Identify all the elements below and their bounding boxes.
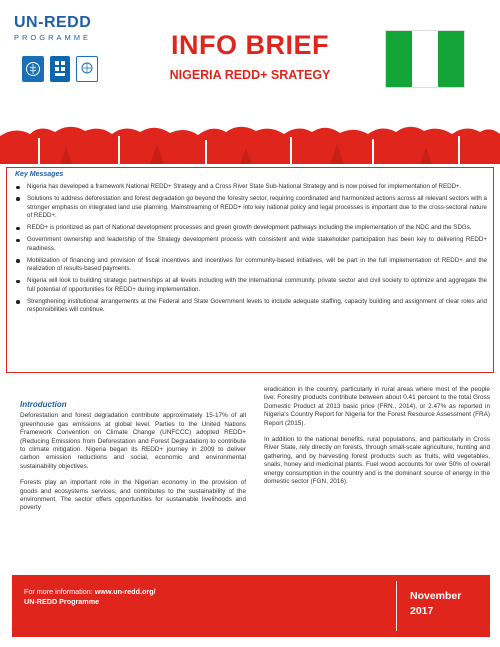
key-message-text: Strengthening institutional arrangements at the Federal and State Government levels to include adequate staffing, capacity building and assignment of clear roles and responsibilities will continue. bbox=[27, 297, 487, 314]
bullet-icon bbox=[16, 197, 20, 201]
bullet-icon bbox=[16, 300, 20, 304]
key-message-text: Mobilization of financing and provision of fiscal incentives and incentives for community-based initiatives, will be part in the full implementation of REDD+ and the realization of results-based payments. bbox=[27, 256, 487, 273]
key-message-item bbox=[13, 298, 487, 315]
logo-title: UN-REDD bbox=[14, 14, 92, 31]
key-messages-box bbox=[6, 167, 494, 373]
footer-website-link[interactable]: www.un-redd.org/ bbox=[94, 587, 156, 596]
key-message-item bbox=[13, 236, 487, 253]
key-message-item bbox=[13, 277, 487, 294]
footer-date bbox=[410, 589, 461, 619]
logo-subtitle: PROGRAMME bbox=[14, 33, 92, 42]
undp-logo bbox=[50, 56, 70, 82]
key-messages-list bbox=[13, 183, 487, 315]
partner-logos bbox=[22, 56, 98, 82]
undp-emblem-icon bbox=[53, 59, 67, 79]
bullet-icon bbox=[16, 239, 20, 243]
page-title: INFO BRIEF bbox=[171, 30, 329, 60]
bullet-icon bbox=[16, 259, 20, 263]
unep-emblem-icon bbox=[79, 61, 95, 77]
fao-emblem-icon bbox=[25, 61, 41, 77]
fao-logo bbox=[22, 56, 44, 82]
key-message-item bbox=[13, 224, 487, 233]
key-message-text: REDD+ is prioritized as part of National development processes and green growth development pathways including the implementation of the NDC and the SDGs. bbox=[27, 224, 472, 232]
unep-logo bbox=[76, 56, 98, 82]
flag-stripe-left bbox=[386, 31, 412, 87]
footer-divider bbox=[396, 581, 397, 631]
key-message-item bbox=[13, 195, 487, 221]
body-paragraph: Forests play an important role in the Nigerian economy in the provision of goods and ecosystems services, and contributes to the sustainability of the environment. The sector offers opportunities for sustainable livelihoods and poverty bbox=[20, 479, 246, 512]
un-redd-logo[interactable] bbox=[14, 14, 124, 42]
introduction-heading: Introduction bbox=[20, 400, 67, 409]
footer-month: November bbox=[410, 590, 462, 602]
header bbox=[0, 0, 500, 125]
footer-info-prefix: For more information: bbox=[24, 587, 95, 596]
bullet-icon bbox=[16, 227, 20, 231]
flag-stripe-right bbox=[438, 31, 464, 87]
forest-silhouette-icon bbox=[0, 122, 500, 164]
key-message-text: Solutions to address deforestation and forest degradation go beyond the forestry sector, requiring coordinated and harmonized actions across all relevant sectors with a stronger emphasis on integrated land use planning. Mainstreaming of REDD+ into key national policy and legal processes is important due to the cross-sectoral nature of REDD+. bbox=[27, 194, 487, 220]
body-paragraph: eradication in the country, particularly in rural areas where most of the people live. Forestry products contribute between about 0.41 percent to the total Gross Domestic Product at 2013 basic price (FRN., 2014), or 2.47% as reported in Nigeria's Country Report for Nigeria for the Forest Resource Assessment (FRA) Report (2015). bbox=[264, 386, 490, 427]
key-message-item bbox=[13, 183, 487, 192]
footer-programme: UN-REDD Programme bbox=[24, 597, 100, 606]
body-paragraph: In addition to the national benefits, rural populations, and particularly in Cross River State, rely directly on forests, through small-scale agriculture, hunting and gathering, and by harvesting forest products such as fruits, wild vegetables, snails, honey and medicinal plants. Fuel wood accounts for over 50% of overall energy consumption in the country and is the dominant source of energy in the domestic sector (FGN, 2016). bbox=[264, 436, 490, 486]
flag-stripe-center bbox=[412, 31, 438, 87]
bullet-icon bbox=[16, 186, 20, 190]
footer-year: 2017 bbox=[410, 605, 434, 617]
key-message-text: Nigeria will look to building strategic partnerships at all levels including with the international community, private sector and civil society to optimize and aggregate the full potential of opportunities for REDD+ during implementation. bbox=[27, 277, 487, 293]
nigeria-flag bbox=[385, 30, 465, 88]
body-column-left bbox=[20, 401, 246, 521]
body-paragraph: Deforestation and forest degradation contribute approximately 15-17% of all greenhouse gas emissions at global level. Parties to the United Nations Framework Convention on Climate Change (UNFCCC) adopted REDD+ (Reducing Emissions from Deforestation and Forest Degradation) to contribute to climate mitigation. Nigeria began its REDD+ journey in 2009 to deliver carbon emission reductions and social, economic and environmental sustainability objectives. bbox=[20, 412, 246, 470]
key-messages-title: Key Messages bbox=[15, 171, 64, 178]
footer bbox=[12, 575, 490, 637]
forest-silhouette-banner bbox=[0, 122, 500, 164]
bullet-icon bbox=[16, 280, 20, 284]
key-message-text: Government ownership and leadership of the Strategy development process with consistent and wide stakeholder participation has been key to delivering REDD+ readiness. bbox=[27, 236, 487, 252]
key-message-item bbox=[13, 257, 487, 274]
footer-info bbox=[24, 587, 156, 607]
key-message-text: Nigeria has developed a framework National REDD+ Strategy and a Cross River State Sub-National Strategy and is now poised for implementation of REDD+. bbox=[27, 183, 462, 190]
page-subtitle: NIGERIA REDD+ SRATEGY bbox=[169, 68, 331, 82]
body-column-right bbox=[264, 386, 490, 494]
